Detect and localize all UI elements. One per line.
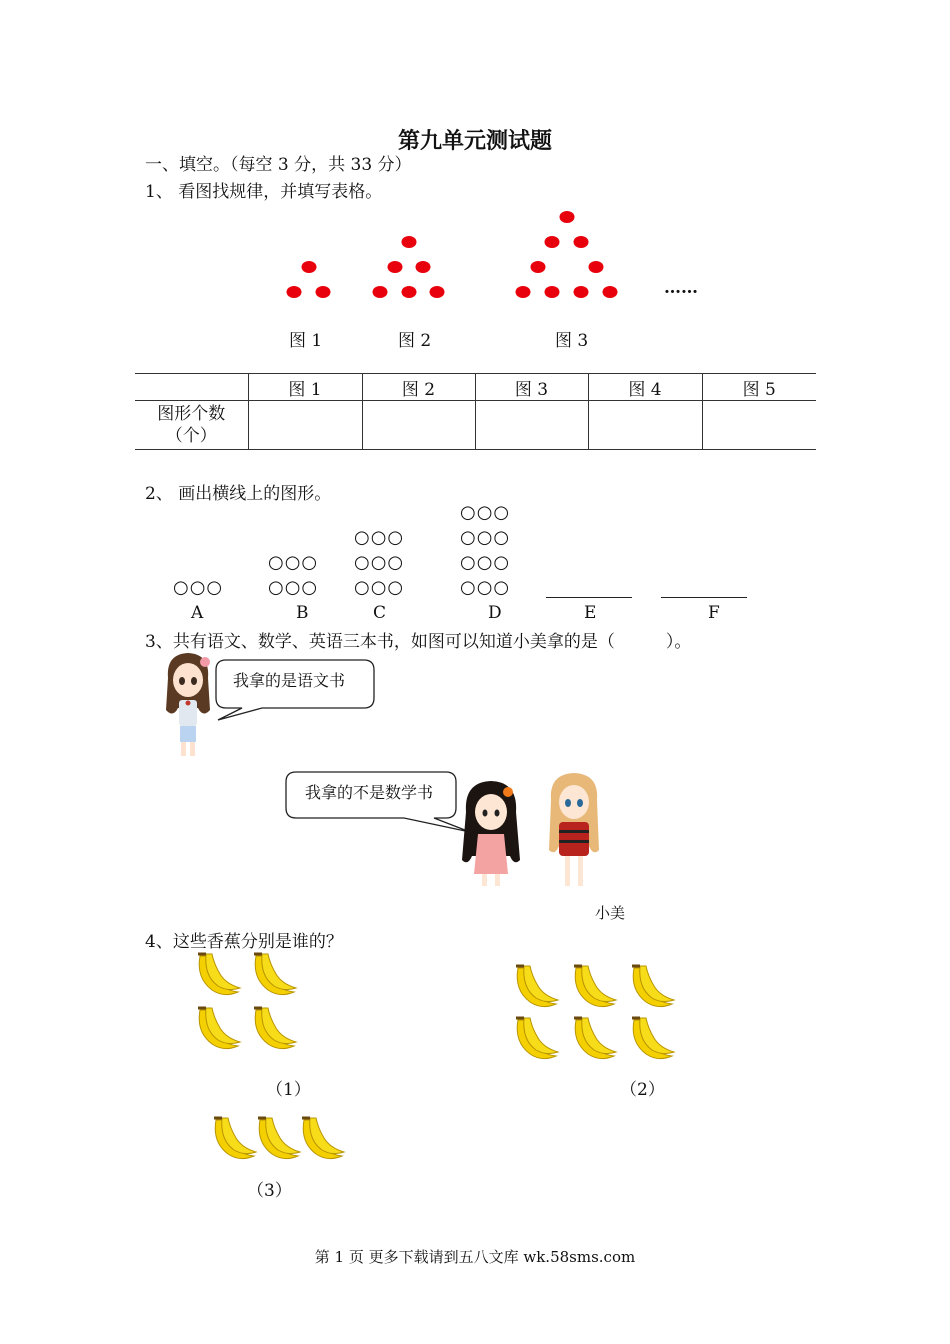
figure-label-2: 图 2 [398,331,432,351]
answer-table [135,373,816,450]
circle-row: ○○○ [354,552,405,573]
banana-group-2 [508,962,678,1072]
dot [545,236,560,248]
dot [416,261,431,273]
dot [531,261,546,273]
banana-icon [302,1118,344,1159]
table-header-cell: 图 5 [702,374,816,401]
banana-icon [254,954,296,995]
figure-label-1: 图 1 [289,331,323,351]
dot [316,286,331,298]
pattern-label-e: E [584,603,597,623]
row-label-line1: 图形个数 [157,404,226,424]
circle-row: ○○○ [354,527,405,548]
table-header-row [135,374,816,401]
xiaomei-label: 小美 [595,904,626,922]
banana-icon [214,1118,256,1159]
circle-row: ○○○ [460,577,511,598]
banana-icon [574,1018,616,1059]
banana-icon [198,954,240,995]
section-heading: 一、填空。（每空 3 分，共 33 分） [145,155,412,175]
question-2: 2、 画出横线上的图形。 [145,484,332,504]
banana-icon [632,966,674,1007]
table-header-cell: 图 4 [588,374,702,401]
circle-row: ○○○ [460,552,511,573]
banana-icon [574,966,616,1007]
dot [430,286,445,298]
table-header-cell [135,374,248,401]
page-title: 第九单元测试题 [397,128,552,154]
dot [388,261,403,273]
table-header-cell: 图 2 [362,374,475,401]
banana-icon [632,1018,674,1059]
banana-icon [254,1008,296,1049]
dot [373,286,388,298]
question-1: 1、 看图找规律，并填写表格。 [145,182,383,202]
answer-cell[interactable] [362,401,475,450]
pattern-label-b: B [296,603,309,623]
circle-row: ○○○ [268,577,319,598]
ellipsis: …… [664,278,698,298]
table-header-cell: 图 3 [475,374,588,401]
dot [302,261,317,273]
question-3: 3、共有语文、数学、英语三本书，如图可以知道小美拿的是（ ）。 [145,632,692,652]
dot [560,211,575,223]
dot [574,236,589,248]
banana-group-1 [190,950,300,1060]
figure-label-3: 图 3 [555,331,589,351]
pattern-label-a: A [191,603,204,623]
girl-2-illustration [460,778,522,890]
pattern-label-c: C [373,603,387,623]
answer-cell[interactable] [475,401,588,450]
dot [402,286,417,298]
banana-icon [258,1118,300,1159]
answer-line-e[interactable] [546,597,632,598]
page-footer: 第 1 页 更多下载请到五八文库 wk.58sms.com [314,1248,636,1266]
answer-cell[interactable] [588,401,702,450]
bubble-1-text: 我拿的是语文书 [233,671,346,690]
dot [589,261,604,273]
circle-row: ○○○ [460,502,511,523]
banana-icon [516,1018,558,1059]
banana-label-3: （3） [247,1181,292,1201]
row-label-line2: （个） [165,426,217,446]
banana-icon [198,1008,240,1049]
dot [574,286,589,298]
pattern-label-f: F [708,603,720,623]
dot [545,286,560,298]
bubble-2-text: 我拿的不是数学书 [305,783,434,802]
banana-label-1: （1） [266,1080,311,1100]
circle-row: ○○○ [354,577,405,598]
banana-label-2: （2） [620,1080,665,1100]
answer-cell[interactable] [702,401,816,450]
banana-icon [516,966,558,1007]
pattern-label-d: D [488,603,502,623]
xiaomei-illustration [543,770,605,892]
table-header-cell: 图 1 [248,374,362,401]
row-label [135,401,248,450]
answer-line-f[interactable] [661,597,747,598]
table-row [135,401,816,450]
circle-row: ○○○ [173,577,224,598]
girl-1-illustration [158,648,218,760]
question-4: 4、这些香蕉分别是谁的？ [145,932,343,952]
circle-row: ○○○ [268,552,319,573]
banana-group-3 [206,1114,346,1170]
dot [603,286,618,298]
dot [402,236,417,248]
dot [287,286,302,298]
answer-cell[interactable] [248,401,362,450]
dot [516,286,531,298]
circle-row: ○○○ [460,527,511,548]
dot-pattern-figures [270,200,710,310]
